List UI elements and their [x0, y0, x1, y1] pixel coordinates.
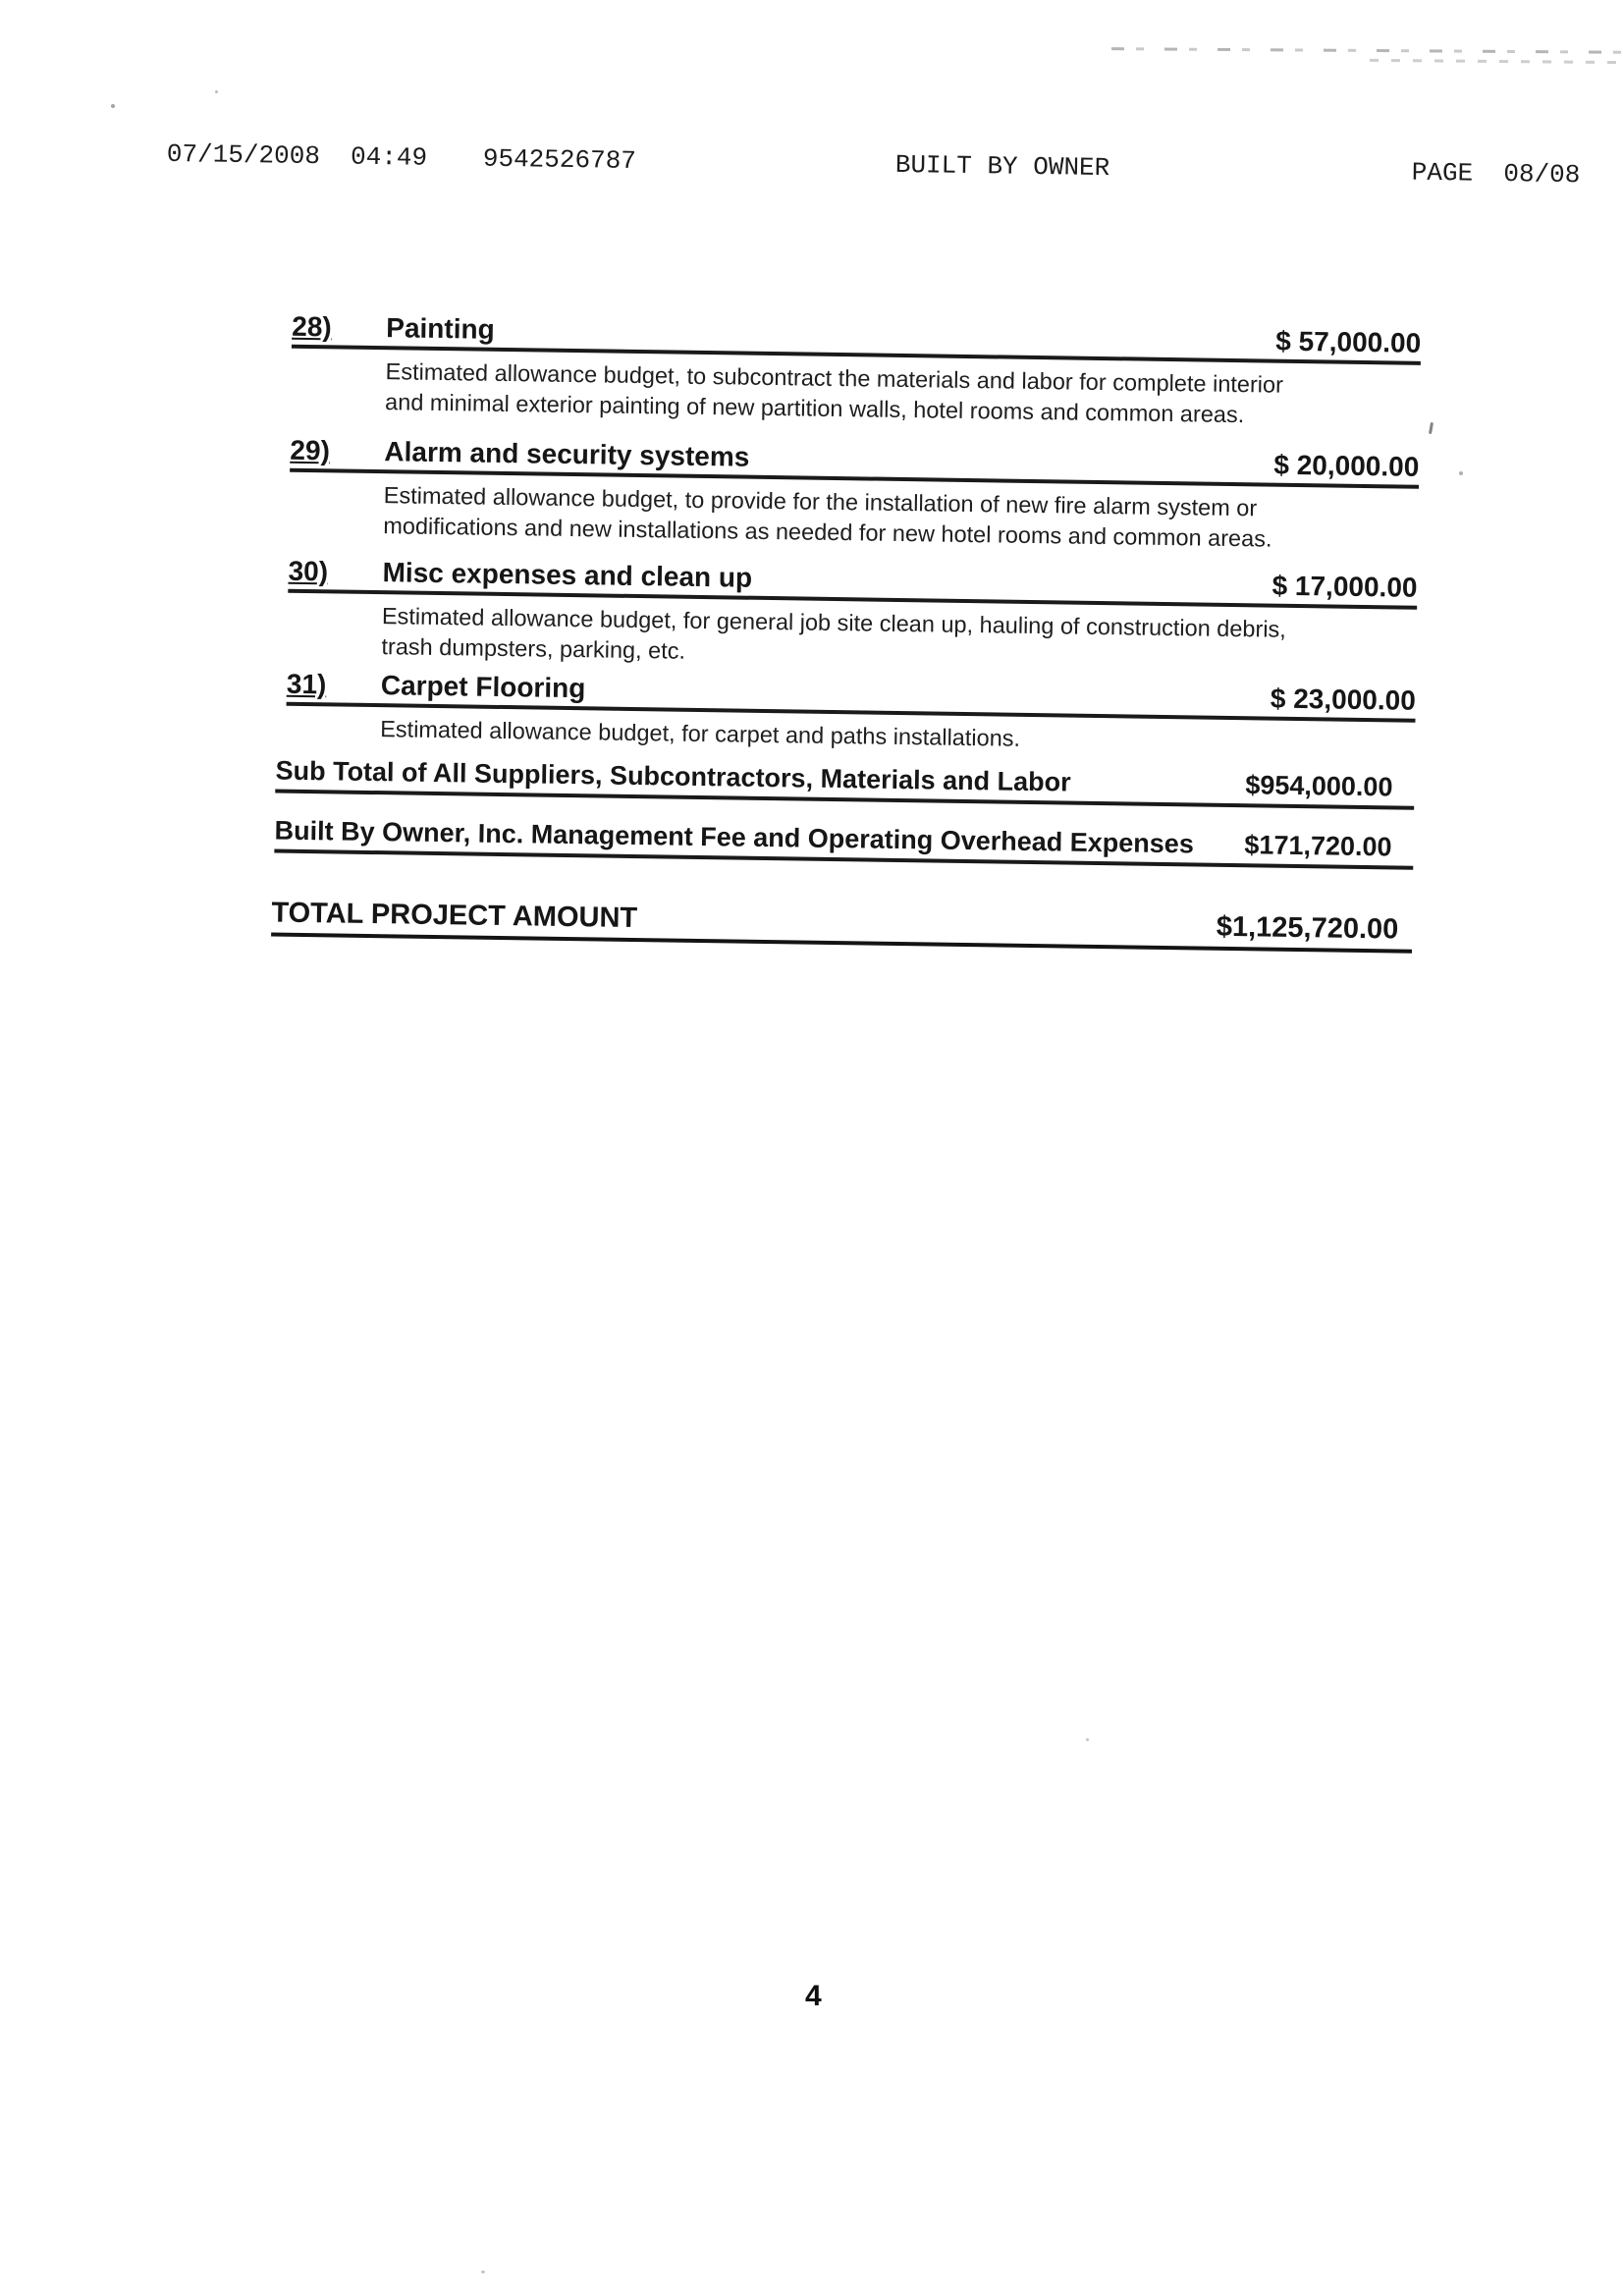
management-fee-label: Built By Owner, Inc. Management Fee and Operating Overhead Expenses — [274, 815, 1195, 859]
fax-header — [2, 0, 1623, 191]
management-fee-row — [274, 816, 1413, 870]
budget-item-31 — [286, 669, 1416, 760]
item-title: Alarm and security systems — [384, 436, 750, 472]
item-number: 31) — [286, 668, 327, 700]
subtotal-label: Sub Total of All Suppliers, Subcontractors, Materials and Labor — [275, 755, 1071, 797]
budget-item-28 — [291, 311, 1421, 433]
item-title: Misc expenses and clean up — [382, 557, 753, 593]
budget-item-30 — [287, 556, 1417, 678]
item-amount: $ 20,000.00 — [1273, 449, 1420, 482]
fax-page-label: PAGE 08/08 — [1411, 157, 1581, 191]
total-project-amount: $1,125,720.00 — [1216, 910, 1399, 946]
item-amount: $ 23,000.00 — [1270, 683, 1417, 716]
item-description: Estimated allowance budget, to provide for the installation of new fire alarm system or modifications and new installations as needed for new hotel rooms and common areas. — [383, 482, 1272, 552]
total-project-label: TOTAL PROJECT AMOUNT — [271, 897, 638, 935]
item-description: Estimated allowance budget, to subcontract the materials and labor for complete interior and minimal exterior painting of new partition walls, hotel rooms and common areas. — [384, 358, 1284, 428]
management-fee-amount: $171,720.00 — [1244, 830, 1392, 862]
item-title: Carpet Flooring — [380, 670, 586, 704]
item-amount: $ 57,000.00 — [1275, 325, 1422, 358]
item-title: Painting — [386, 312, 495, 345]
subtotal-row — [275, 756, 1414, 810]
total-project-row — [271, 898, 1412, 954]
fax-datetime: 07/15/2008 04:49 — [166, 138, 428, 173]
item-number: 30) — [288, 555, 329, 587]
item-description: Estimated allowance budget, for carpet and paths installations. — [380, 716, 1021, 751]
item-number: 29) — [290, 434, 331, 466]
fax-number: 9542526787 — [482, 143, 637, 176]
item-number: 28) — [292, 310, 333, 343]
fax-sender-name: BUILT BY OWNER — [894, 149, 1110, 184]
page-number: 4 — [805, 1980, 822, 2012]
subtotal-amount: $954,000.00 — [1245, 770, 1393, 802]
budget-items-section — [271, 310, 1422, 954]
item-amount: $ 17,000.00 — [1271, 570, 1418, 603]
budget-item-29 — [289, 435, 1419, 557]
item-description: Estimated allowance budget, for general job site clean up, hauling of construction debris, trash dumpsters, parking, etc. — [381, 603, 1287, 664]
